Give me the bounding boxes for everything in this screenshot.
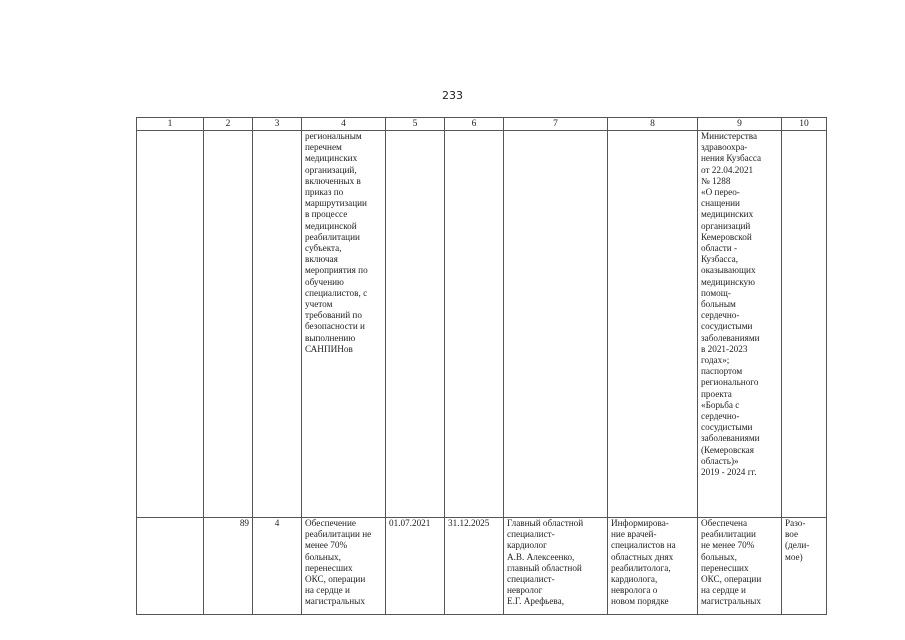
- header-cell: 4: [302, 118, 386, 131]
- table-cell: [137, 131, 204, 518]
- table-cell: [137, 518, 204, 615]
- header-cell: 7: [504, 118, 608, 131]
- header-cell: 8: [608, 118, 698, 131]
- table-cell: Информирова- ние врачей- специалистов на областных днях реабилитолога, кардиолога, невролога о новом порядке: [608, 518, 698, 615]
- table-cell: 89: [204, 518, 253, 615]
- table-cell: региональным перечнем медицинских организаций, включенных в приказ по маршрутизации в процессе медицинской реабилитации субъекта, включая мероприятия по обучению специалистов, с учетом требований по безопасности и выполнению САНПИНов: [302, 131, 386, 518]
- table-cell: [608, 131, 698, 518]
- header-cell: 1: [137, 118, 204, 131]
- header-cell: 3: [253, 118, 302, 131]
- table-cell: [386, 131, 445, 518]
- table-cell: [204, 131, 253, 518]
- table-cell: [253, 131, 302, 518]
- page-number: 233: [442, 89, 463, 102]
- header-cell: 10: [782, 118, 827, 131]
- table-cell: Обеспечение реабилитации не менее 70% больных, перенесших ОКС, операции на сердце и магистральных: [302, 518, 386, 615]
- document-table: [136, 117, 827, 615]
- table-cell: [782, 131, 827, 518]
- table-header-row: [137, 118, 827, 131]
- header-cell: 2: [204, 118, 253, 131]
- table-cell: 01.07.2021: [386, 518, 445, 615]
- table-cell: [504, 131, 608, 518]
- table-cell: 31.12.2025: [445, 518, 504, 615]
- table-row: [137, 518, 827, 615]
- header-cell: 5: [386, 118, 445, 131]
- table-cell: Обеспечена реабилитации не менее 70% больных, перенесших ОКС, операции на сердце и магистральных: [698, 518, 782, 615]
- header-cell: 6: [445, 118, 504, 131]
- table-cell: [445, 131, 504, 518]
- table-cell: Главный областной специалист- кардиолог А.В. Алексеенко, главный областной специалист- невролог Е.Г. Арефьева,: [504, 518, 608, 615]
- table-cell: Министерства здравоохра- нения Кузбасса от 22.04.2021 № 1288 «О перео- снащении медицинских организаций Кемеровской области - Кузбасса, оказывающих медицинскую помощ- больным сердечно- сосудистыми заболеваниями в 2021-2023 годах»; паспортом регионального проекта «Борьба с сердечно- сосудистыми заболеваниями (Кемеровская область)» 2019 - 2024 гг.: [698, 131, 782, 518]
- header-cell: 9: [698, 118, 782, 131]
- table-row: [137, 131, 827, 518]
- table-cell: 4: [253, 518, 302, 615]
- table-cell: Разо- вое (дели- мое): [782, 518, 827, 615]
